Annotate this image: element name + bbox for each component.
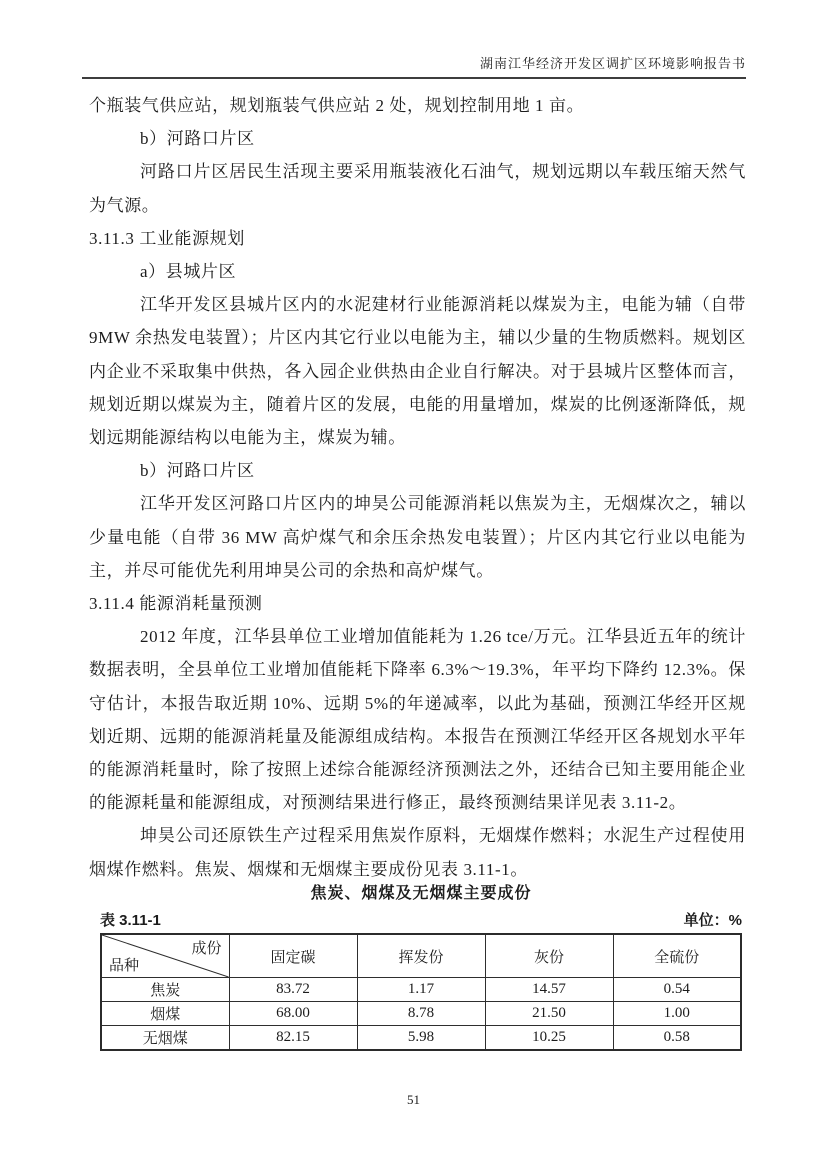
paragraph-continuation: 个瓶装气供应站，规划瓶装气供应站 2 处，规划控制用地 1 亩。 [89,96,585,115]
row-label-coke: 焦炭 [101,978,229,1002]
table-header-row [101,934,741,978]
row-label-anthracite: 无烟煤 [101,1026,229,1051]
cell-value: 0.58 [613,1026,741,1051]
table-row [101,1002,741,1026]
table-row [101,978,741,1002]
page-number: 51 [407,1092,420,1107]
table-unit: 单位：% [683,912,742,929]
column-header-fixed-carbon: 固定碳 [229,934,357,978]
document-body [89,89,746,886]
cell-value: 1.17 [357,978,485,1002]
corner-label-variety: 品种 [109,958,140,974]
cell-value: 82.15 [229,1026,357,1051]
running-header [82,53,746,79]
cell-value: 5.98 [357,1026,485,1051]
cell-value: 21.50 [485,1002,613,1026]
running-header-title: 湖南江华经济开发区调扩区环境影响报告书 [479,56,746,71]
cell-value: 1.00 [613,1002,741,1026]
table-label: 表 3.11-1 [100,912,161,929]
cell-value: 83.72 [229,978,357,1002]
section-heading-3-11-3: 3.11.3 工业能源规划 [89,228,245,248]
subheading-a-xiancheng: a）县城片区 [140,262,237,282]
subheading-b-heluokou: b）河路口片区 [140,129,255,149]
column-header-total-sulfur: 全硫份 [613,934,741,978]
section-heading-3-11-4: 3.11.4 能源消耗量预测 [89,594,263,614]
paragraph: 坤昊公司还原铁生产过程采用焦炭作原料，无烟煤作燃料；水泥生产过程使用烟煤作燃料。焦炭、烟煤和无烟煤主要成份见表 3.11-1。 [89,826,746,879]
composition-table-block [100,880,742,1051]
paragraph: 江华开发区县城片区内的水泥建材行业能源消耗以煤炭为主，电能为辅（自带 9MW 余热发电装置）；片区内其它行业以电能为主，辅以少量的生物质燃料。规划区内企业不采取集中供热，各入园企业供热由企业自行解决。对于县城片区整体而言，规划近期以煤炭为主，随着片区的发展，电能的用量增加，煤炭的比例逐渐降低，规划远期能源结构以电能为主，煤炭为辅。 [89,295,746,448]
table-title: 焦炭、烟煤及无烟煤主要成份 [310,885,532,902]
cell-value: 8.78 [357,1002,485,1026]
composition-table [100,933,742,1051]
column-header-volatile: 挥发份 [357,934,485,978]
table-corner-cell [101,934,229,978]
paragraph: 2012 年度，江华县单位工业增加值能耗为 1.26 tce/万元。江华县近五年的统计数据表明，全县单位工业增加值能耗下降率 6.3%～19.3%，年平均下降约 12.3%。保守估计，本报告取近期 10%、远期 5%的年递减率，以此为基础，预测江华经开区规划近期、远期的能源消耗量及能源组成结构。本报告在预测江华经开区各规划水平年的能源消耗量时，除了按照上述综合能源经济预测法之外，还结合已知主要用能企业的能源耗量和能源组成，对预测结果进行修正，最终预测结果详见表 3.11-2。 [89,627,746,813]
cell-value: 10.25 [485,1026,613,1051]
subheading-b-heluokou: b）河路口片区 [140,461,255,481]
row-label-bituminous: 烟煤 [101,1002,229,1026]
paragraph: 河路口片区居民生活现主要采用瓶装液化石油气，规划远期以车载压缩天然气为气源。 [89,162,746,215]
table-row [101,1026,741,1051]
cell-value: 68.00 [229,1002,357,1026]
table-meta-row [100,909,742,930]
cell-value: 0.54 [613,978,741,1002]
cell-value: 14.57 [485,978,613,1002]
corner-label-component: 成份 [191,941,222,957]
column-header-ash: 灰份 [485,934,613,978]
paragraph: 江华开发区河路口片区内的坤昊公司能源消耗以焦炭为主，无烟煤次之，辅以少量电能（自带 36 MW 高炉煤气和余压余热发电装置）；片区内其它行业以电能为主，并尽可能优先利用坤昊公司的余热和高炉煤气。 [89,494,746,580]
